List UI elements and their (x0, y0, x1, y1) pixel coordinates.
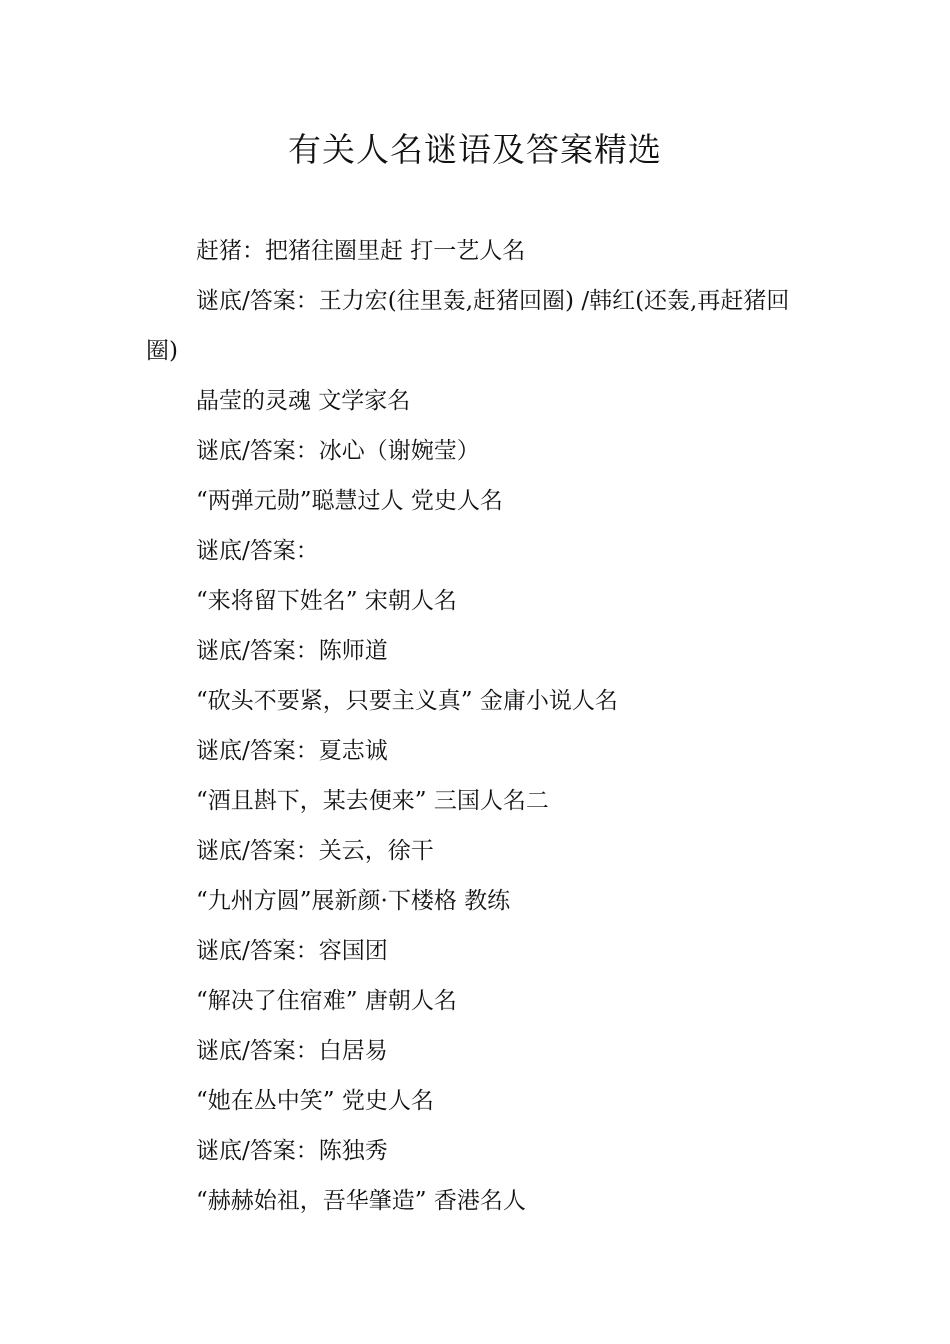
answer-paragraph: 谜底/答案：容国团 (196, 938, 388, 964)
answer-paragraph: 谜底/答案：陈师道 (196, 638, 388, 664)
answer-paragraph: 谜底/答案：冰心（谢婉莹） (196, 438, 480, 464)
riddle-paragraph: “砍头不要紧，只要主义真” 金庸小说人名 (196, 688, 618, 714)
answer-paragraph: 谜底/答案：关云，徐干 (196, 838, 434, 864)
riddle-paragraph: “解决了住宿难” 唐朝人名 (196, 988, 457, 1014)
answer-paragraph: 谜底/答案：王力宏(往里轰,赶猪回圈) /韩红(还轰,再赶猪回圈) (146, 288, 790, 364)
riddle-paragraph: “她在丛中笑” 党史人名 (196, 1088, 434, 1114)
answer-paragraph: 谜底/答案： (196, 538, 319, 564)
document-body (146, 226, 808, 1226)
document-title: 有关人名谜语及答案精选 (288, 130, 662, 169)
riddle-paragraph: “两弹元勋”聪慧过人 党史人名 (196, 488, 503, 514)
riddle-paragraph: “来将留下姓名” 宋朝人名 (196, 588, 457, 614)
answer-paragraph: 谜底/答案：白居易 (196, 1038, 388, 1064)
riddle-paragraph: 晶莹的灵魂 文学家名 (196, 388, 411, 414)
riddle-paragraph: “酒且斟下，某去便来” 三国人名二 (196, 788, 549, 814)
answer-paragraph: 谜底/答案：夏志诚 (196, 738, 388, 764)
riddle-paragraph: 赶猪：把猪往圈里赶 打一艺人名 (196, 238, 526, 264)
answer-paragraph: 谜底/答案：陈独秀 (196, 1138, 388, 1164)
riddle-paragraph: “赫赫始祖，吾华肇造” 香港名人 (196, 1188, 526, 1214)
riddle-paragraph: “九州方圆”展新颜·下楼格 教练 (196, 888, 511, 914)
